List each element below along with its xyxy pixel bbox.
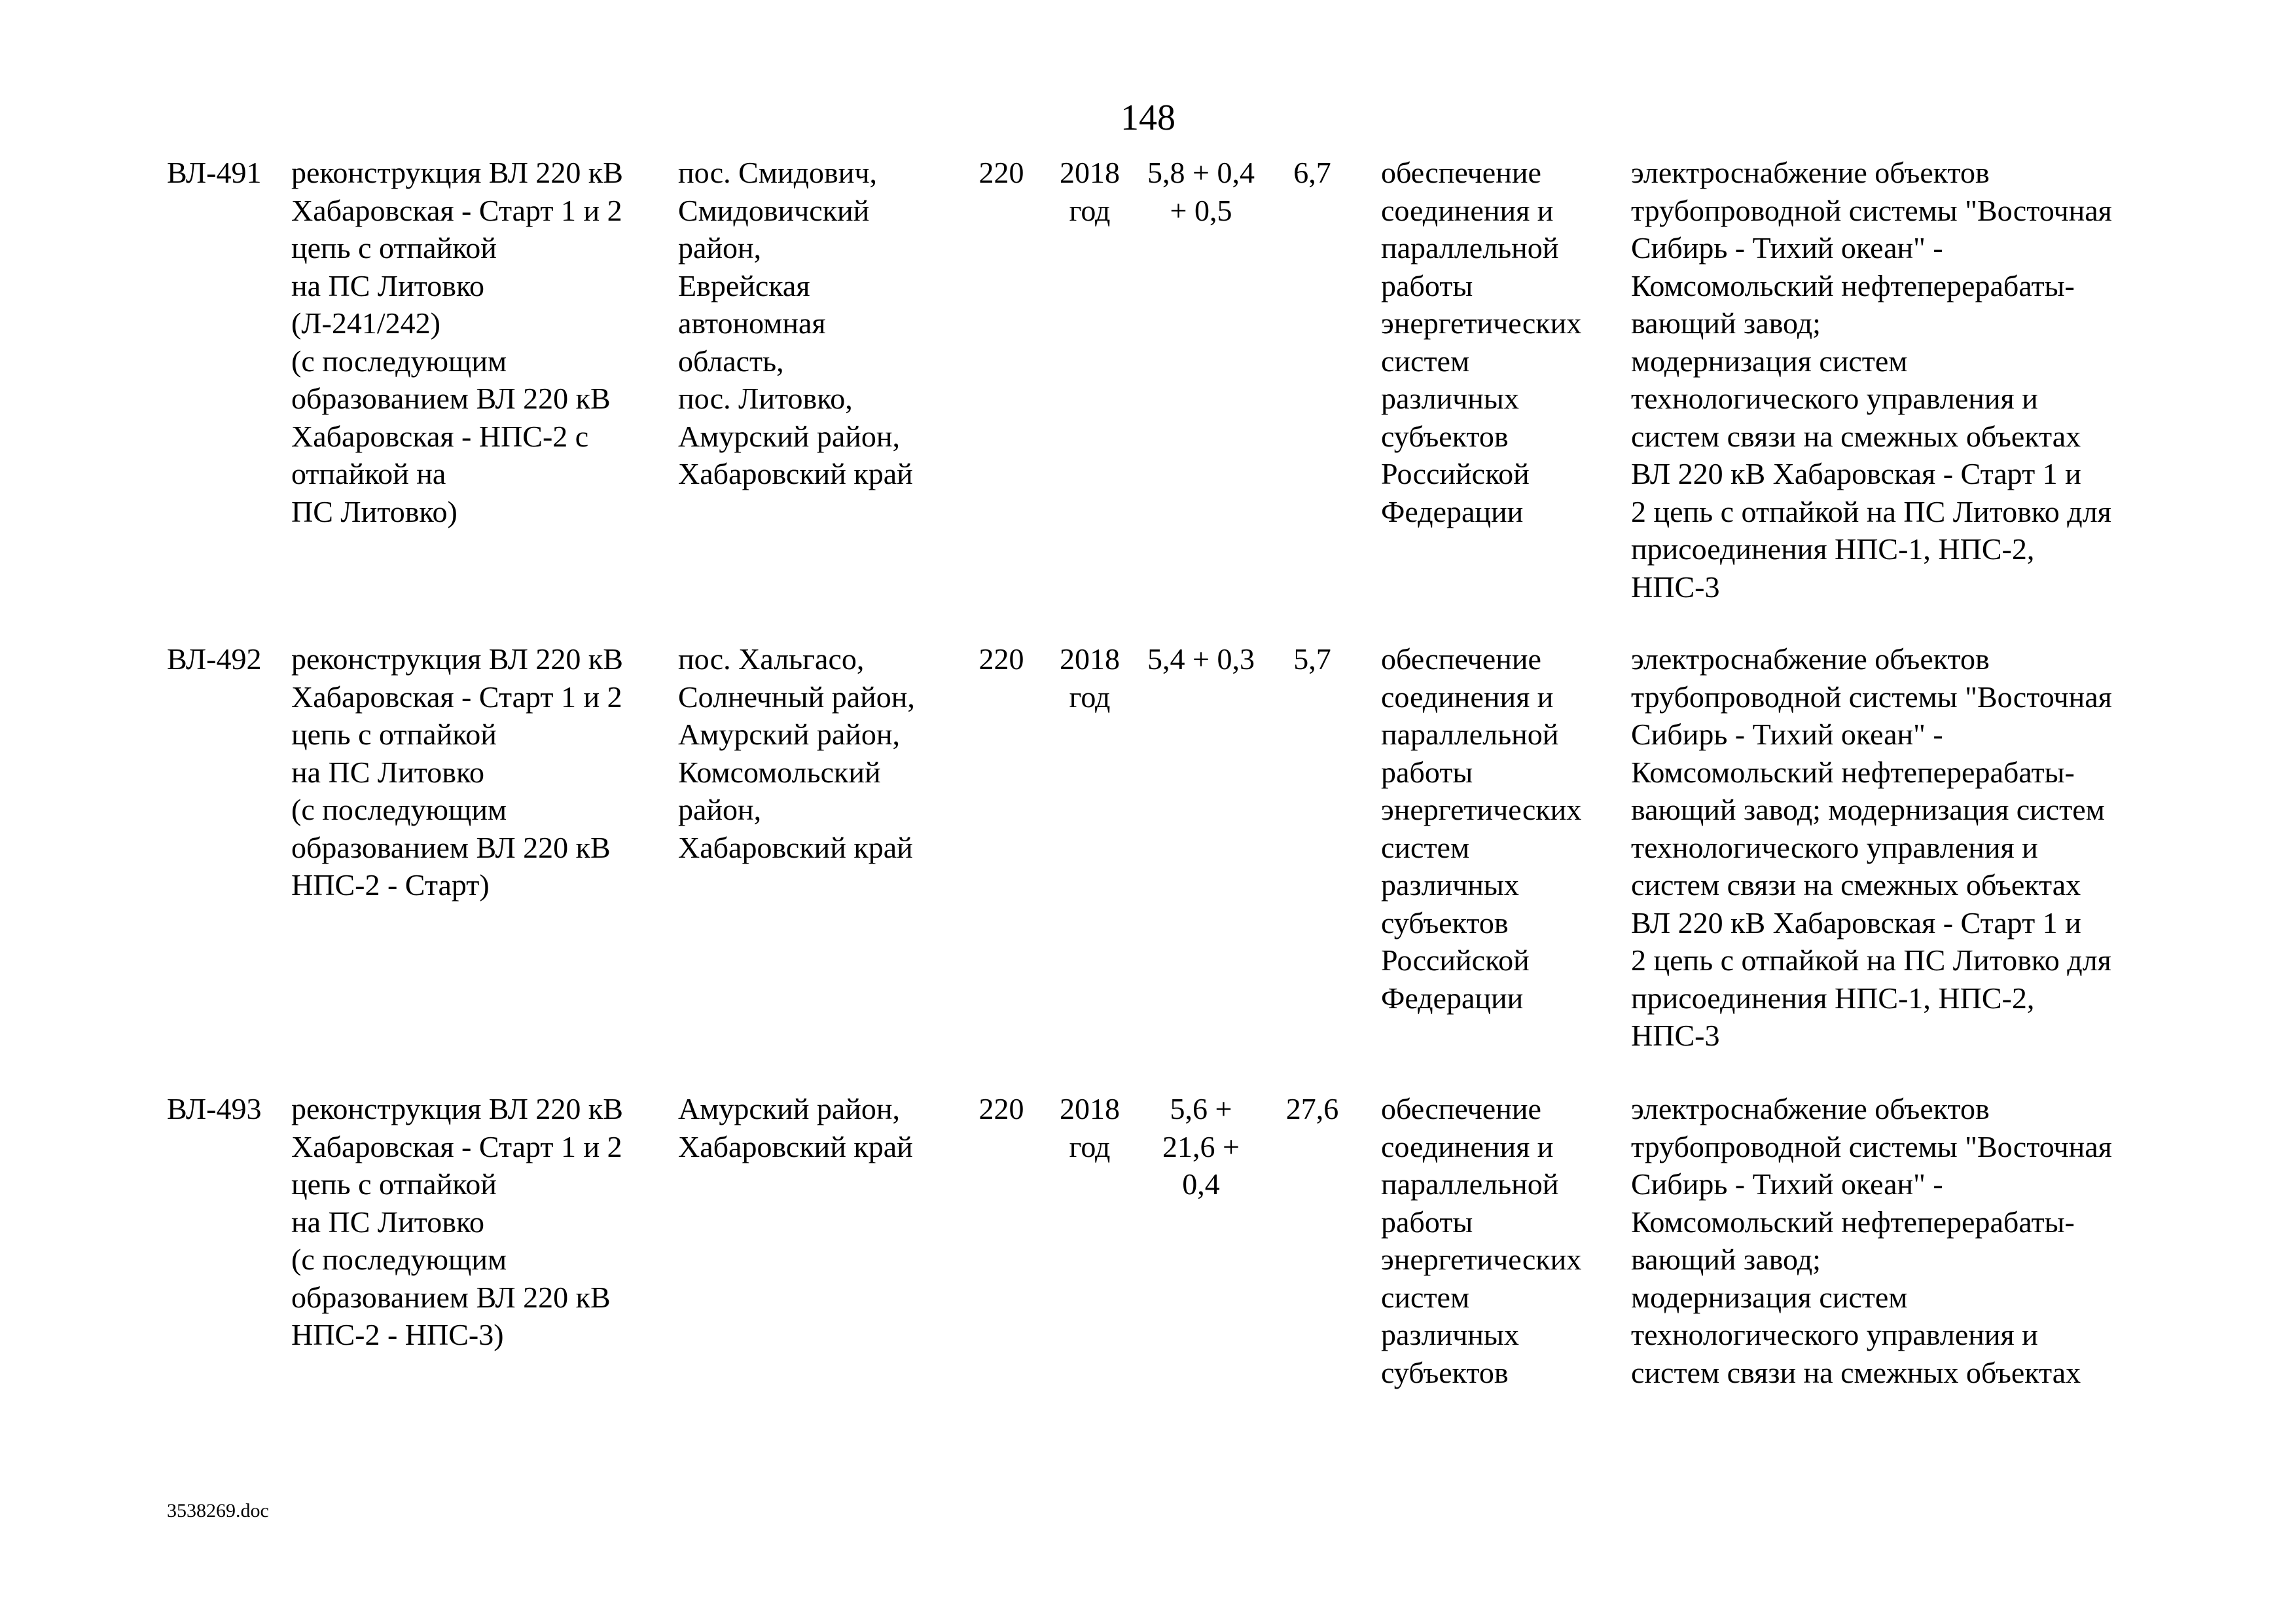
line-effect: электроснабжение объектов трубопроводной системы "Восточная Сибирь - Тихий океан" - Комсомольский нефтеперерабаты- вающий завод; модернизация систем технологического управления и систем связи на смежных объектах ВЛ 220 кВ Хабаровская - Старт 1 и 2 цепь с отпайкой на ПС Литовко для присоединения НПС-1, НПС-2, НПС-3 bbox=[1631, 642, 2112, 1052]
line-total: 6,7 bbox=[1293, 156, 1331, 189]
line-effect: электроснабжение объектов трубопроводной системы "Восточная Сибирь - Тихий океан" - Комсомольский нефтеперерабаты- вающий завод; модернизация систем технологического управления и систем связи на смежных объектах ВЛ 220 кВ Хабаровская - Старт 1 и 2 цепь с отпайкой на ПС Литовко для присоединения НПС-1, НПС-2, НПС-3 bbox=[1631, 156, 2112, 604]
line-length: 5,4 + 0,3 bbox=[1147, 642, 1255, 676]
line-description: реконструкция ВЛ 220 кВ Хабаровская - Старт 1 и 2 цепь с отпайкой на ПС Литовко (с последующим образованием ВЛ 220 кВ НПС-2 - НПС-3) bbox=[291, 1092, 623, 1351]
line-code: ВЛ-493 bbox=[167, 1092, 262, 1125]
commission-year: 2018 год bbox=[1060, 1092, 1120, 1163]
line-effect: электроснабжение объектов трубопроводной системы "Восточная Сибирь - Тихий океан" - Комсомольский нефтеперерабаты- вающий завод; модернизация систем технологического управления и систем связи на смежных объектах bbox=[1631, 1092, 2112, 1389]
line-code: ВЛ-491 bbox=[167, 156, 262, 189]
line-length: 5,8 + 0,4 + 0,5 bbox=[1147, 156, 1255, 227]
line-purpose: обеспечение соединения и параллельной работы энергетических систем различных субъектов bbox=[1381, 1092, 1582, 1389]
line-voltage: 220 bbox=[978, 642, 1024, 676]
line-voltage: 220 bbox=[978, 1092, 1024, 1125]
line-purpose: обеспечение соединения и параллельной работы энергетических систем различных субъектов Российской Федерации bbox=[1381, 642, 1582, 1015]
commission-year: 2018 год bbox=[1060, 156, 1120, 227]
line-description: реконструкция ВЛ 220 кВ Хабаровская - Старт 1 и 2 цепь с отпайкой на ПС Литовко (с последующим образованием ВЛ 220 кВ НПС-2 - Старт) bbox=[291, 642, 623, 902]
line-length: 5,6 + 21,6 + 0,4 bbox=[1162, 1092, 1240, 1201]
line-location: пос. Смидович, Смидовичский район, Еврейская автономная область, пос. Литовко, Амурский район, Хабаровский край bbox=[678, 156, 913, 490]
line-total: 5,7 bbox=[1293, 642, 1331, 676]
line-total: 27,6 bbox=[1285, 1092, 1339, 1125]
line-location: Амурский район, Хабаровский край bbox=[678, 1092, 913, 1163]
line-description: реконструкция ВЛ 220 кВ Хабаровская - Старт 1 и 2 цепь с отпайкой на ПС Литовко (Л-241/242) (с последующим образованием ВЛ 220 кВ Хабаровская - НПС-2 с отпайкой на ПС Литовко) bbox=[291, 156, 623, 528]
line-code: ВЛ-492 bbox=[167, 642, 262, 676]
document-filename: 3538269.doc bbox=[167, 1500, 269, 1522]
line-location: пос. Хальгасо, Солнечный район, Амурский район, Комсомольский район, Хабаровский край bbox=[678, 642, 915, 864]
commission-year: 2018 год bbox=[1060, 642, 1120, 714]
line-voltage: 220 bbox=[978, 156, 1024, 189]
page-number: 148 bbox=[1121, 98, 1175, 138]
line-purpose: обеспечение соединения и параллельной работы энергетических систем различных субъектов Российской Федерации bbox=[1381, 156, 1582, 528]
